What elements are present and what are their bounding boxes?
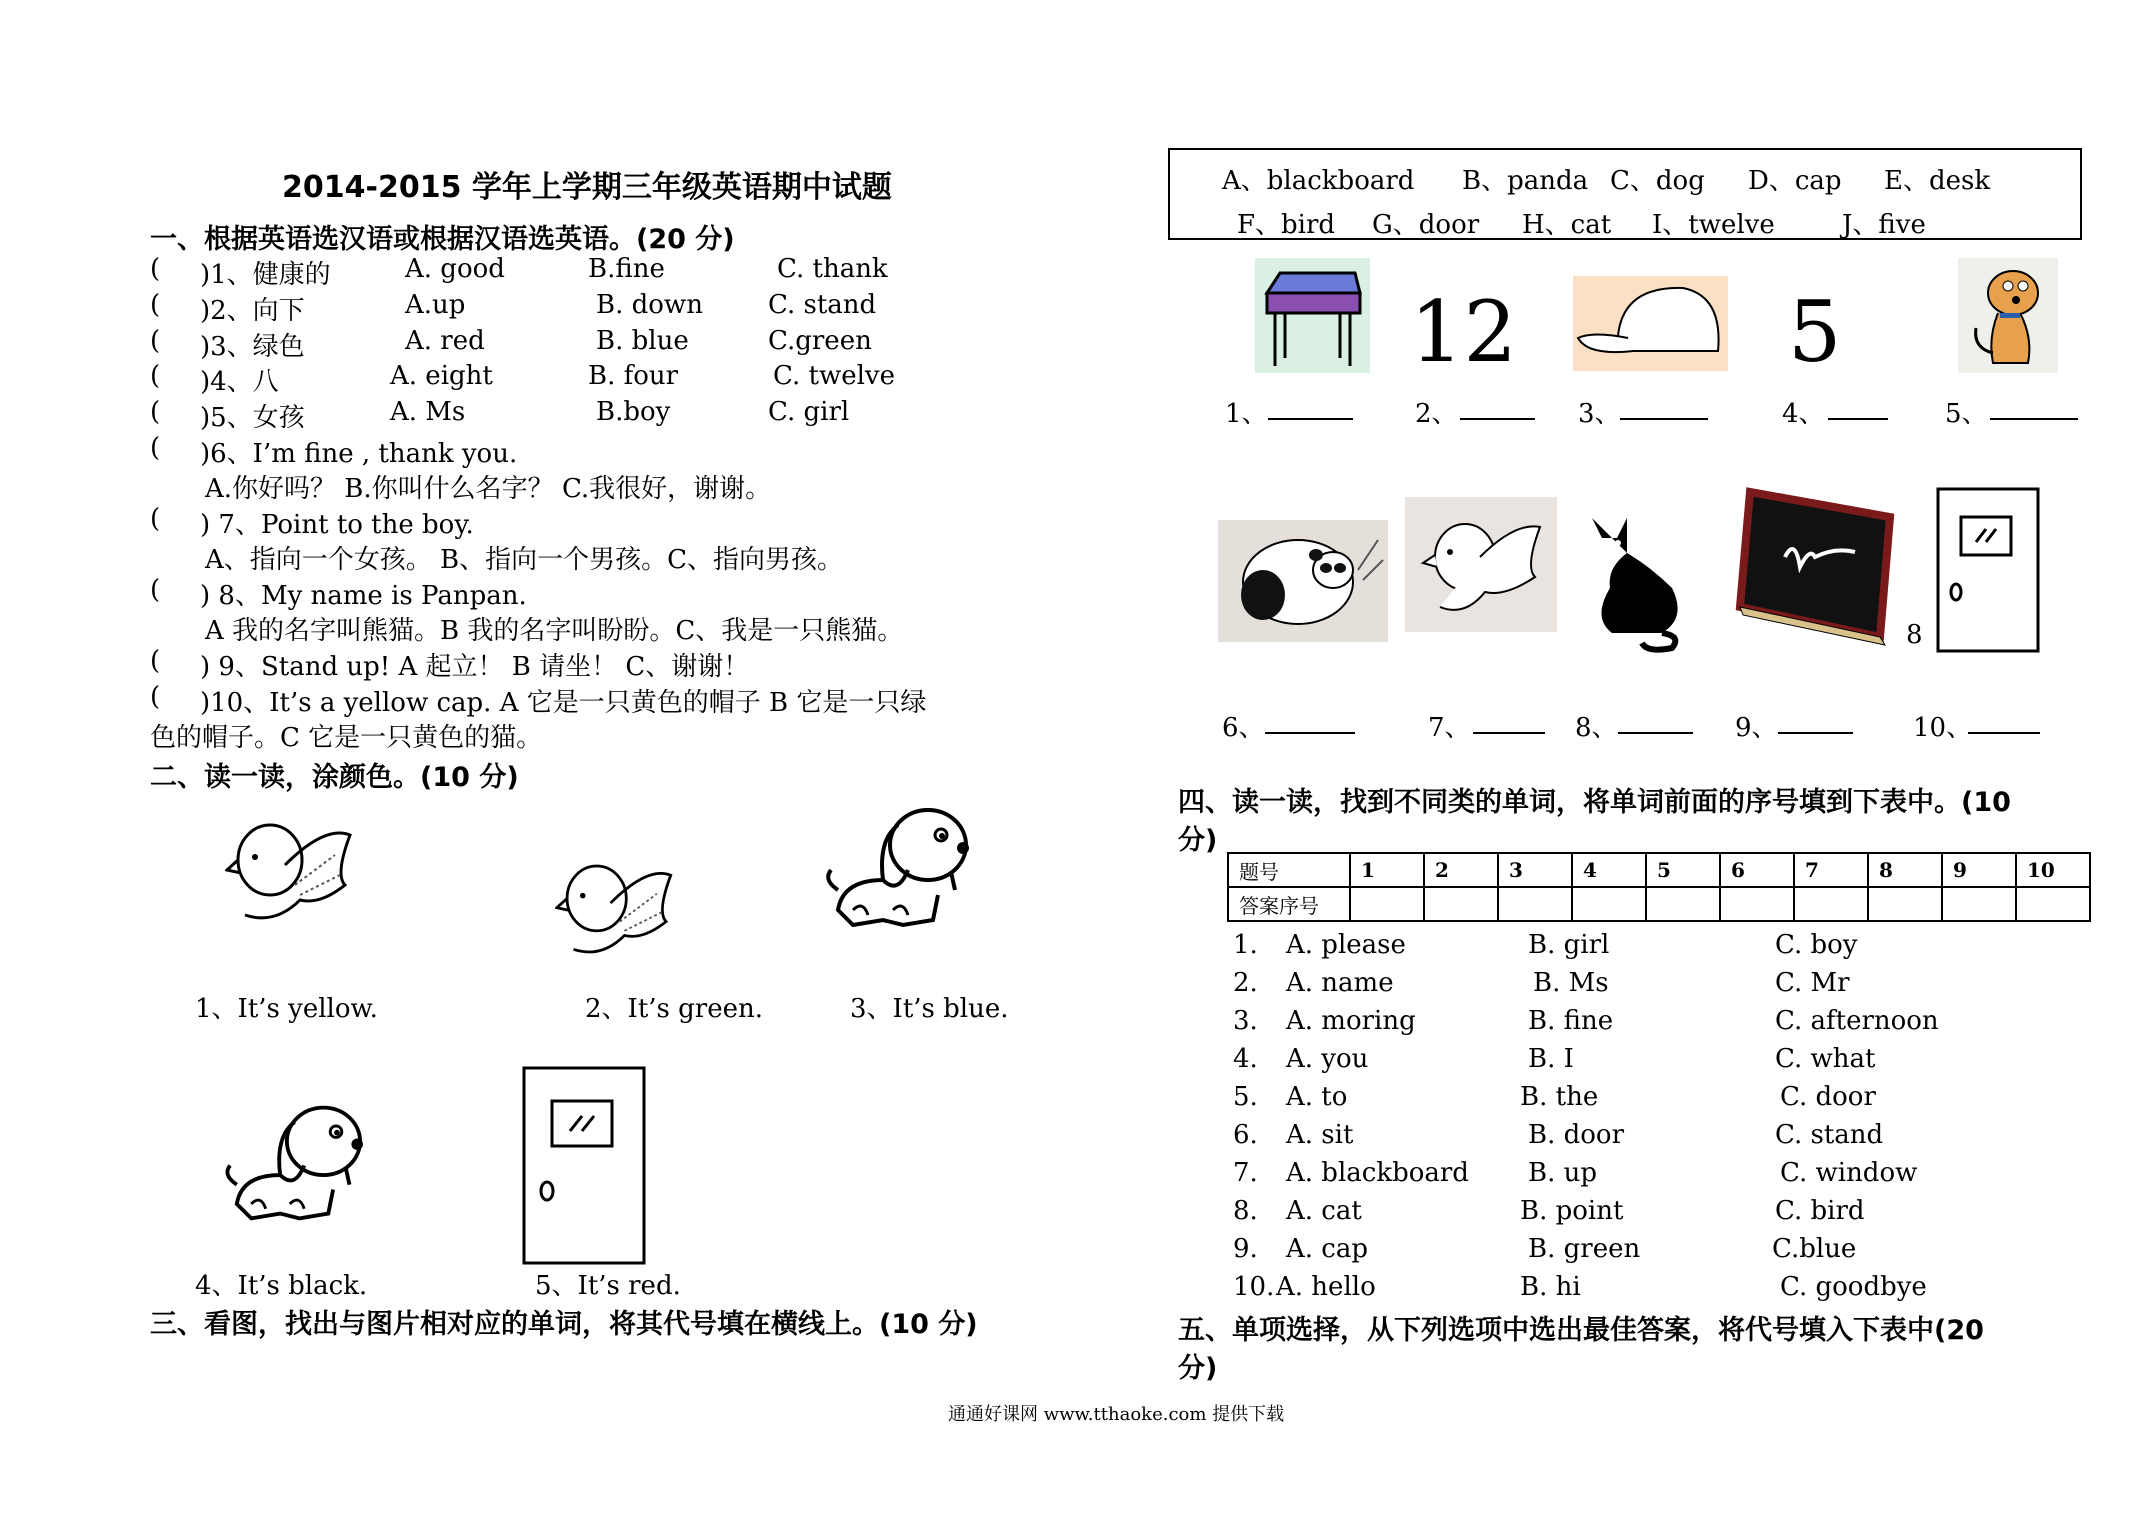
dog-color-picture [1958,258,2058,373]
item-number: 2. [1233,968,1258,998]
option-a: A. red [405,326,485,356]
item-number: 4. [1233,1044,1258,1074]
question-8-options: A 我的名字叫熊猫。B 我的名字叫盼盼。C、我是一只熊猫。 [205,616,904,646]
option-c: C. window [1780,1158,1918,1188]
cap-picture [1573,276,1728,371]
option-a: A. blackboard [1286,1158,1469,1188]
section4-answer-table [1227,852,2091,922]
answer-blank-3[interactable] [1620,418,1708,420]
item-number: 10. [1233,1272,1275,1302]
option-c: C. Mr [1775,968,1850,998]
option-a: A. moring [1286,1006,1416,1036]
table-header-cell: 10 [2016,853,2090,887]
table-row [1228,853,2090,887]
option-b: B. hi [1520,1272,1581,1302]
paren: ( [150,646,161,676]
table-row [1228,887,2090,921]
table-header-cell: 6 [1720,853,1794,887]
table-header-cell: 1 [1350,853,1424,887]
table-header-cell: 3 [1498,853,1572,887]
question-7: ) 7、Point to the boy. [200,510,474,540]
word-option: A、blackboard [1222,166,1415,196]
blank-label-6: 6、 [1222,713,1265,743]
answer-cell[interactable] [1572,887,1646,921]
door-picture-small [1936,487,2042,655]
answer-cell[interactable] [1424,887,1498,921]
option-b: B. the [1520,1082,1599,1112]
answer-cell[interactable] [1720,887,1794,921]
question-6: )6、I’m fine , thank you. [200,439,518,469]
question-3: )3、绿色 [200,332,305,362]
option-a: A. hello [1276,1272,1376,1302]
blank-label-3: 3、 [1578,399,1621,429]
paren: ( [150,361,161,391]
blackboard-picture [1735,487,1895,647]
option-a: A. please [1286,930,1406,960]
option-c: C. boy [1775,930,1858,960]
section5-heading-cont: 分) [1178,1353,1218,1384]
word-option: G、door [1372,210,1480,240]
item-number: 7. [1233,1158,1258,1188]
word-option: C、dog [1610,166,1705,196]
bird-picture-2 [555,855,680,965]
section4-heading-cont: 分) [1178,825,1218,856]
option-c: C. afternoon [1775,1006,1939,1036]
question-9: ) 9、Stand up! A 起立！ B 请坐！ C、谢谢！ [200,652,750,682]
option-b: B. fine [1528,1006,1614,1036]
option-a: A. you [1286,1044,1369,1074]
blank-label-7: 7、 [1428,713,1471,743]
blank-label-2: 2、 [1415,399,1458,429]
bird-color-picture [1405,497,1557,632]
option-c: C. bird [1775,1196,1865,1226]
question-10: )10、It’s a yellow cap. A 它是一只黄色的帽子 B 它是一只绿 [200,688,927,718]
option-a: A.up [405,290,466,320]
option-b: B. up [1528,1158,1598,1188]
answer-cell[interactable] [1498,887,1572,921]
option-b: B.boy [596,397,671,427]
paren: ( [150,682,161,712]
paren: ( [150,290,161,320]
option-c: C. stand [768,290,877,320]
option-c: C.green [768,326,872,356]
option-b: B. I [1528,1044,1574,1074]
answer-blank-1[interactable] [1268,418,1353,420]
paren: ( [150,397,161,427]
paren: ( [150,254,161,284]
answer-blank-5[interactable] [1990,418,2078,420]
dog-picture-1 [823,800,978,935]
answer-cell[interactable] [1794,887,1868,921]
color-item-2: 2、It’s green. [585,994,763,1024]
paren: ( [150,504,161,534]
door-small-number: 8 [1906,620,1923,650]
answer-cell[interactable] [1646,887,1720,921]
option-a: A. eight [390,361,493,391]
blank-label-5: 5、 [1945,399,1988,429]
item-number: 9. [1233,1234,1258,1264]
bird-picture-1 [225,815,360,930]
answer-blank-6[interactable] [1265,732,1355,734]
five-picture: 5 [1788,283,1842,381]
dog-picture-2 [222,1098,372,1228]
table-header-cell: 4 [1572,853,1646,887]
word-option: E、desk [1884,166,1991,196]
option-c: C. stand [1775,1120,1884,1150]
table-header-cell: 8 [1868,853,1942,887]
page-title: 2014-2015 学年上学期三年级英语期中试题 [282,170,892,205]
blank-label-1: 1、 [1225,399,1268,429]
table-header-cell: 9 [1942,853,2016,887]
section2-heading: 二、读一读，涂颜色。(10 分) [150,762,519,793]
option-c: C. twelve [773,361,895,391]
answer-cell[interactable] [2016,887,2090,921]
cat-picture [1572,508,1700,653]
option-c: C. goodbye [1780,1272,1927,1302]
item-number: 6. [1233,1120,1258,1150]
option-a: A. sit [1286,1120,1354,1150]
question-4: )4、八 [200,367,279,397]
option-c: C. what [1775,1044,1876,1074]
question-2: )2、向下 [200,296,305,326]
paren: ( [150,575,161,605]
blank-label-4: 4、 [1782,399,1825,429]
question-7-options: A、指向一个女孩。 B、指向一个男孩。C、指向男孩。 [205,545,844,575]
option-c: C. thank [777,254,888,284]
question-8: ) 8、My name is Panpan. [200,581,527,611]
option-a: A. Ms [390,397,466,427]
table-label: 题号 [1228,853,1350,887]
answer-cell[interactable] [1350,887,1424,921]
option-c: C.blue [1772,1234,1857,1264]
word-option: J、five [1842,210,1926,240]
answer-blank-9[interactable] [1778,732,1853,734]
table-header-cell: 2 [1424,853,1498,887]
table-header-cell: 7 [1794,853,1868,887]
option-b: B. green [1528,1234,1641,1264]
table-header-cell: 5 [1646,853,1720,887]
option-c: C. girl [768,397,850,427]
paren: ( [150,326,161,356]
item-number: 8. [1233,1196,1258,1226]
option-b: B. point [1520,1196,1624,1226]
section5-heading: 五、单项选择，从下列选项中选出最佳答案，将代号填入下表中(20 [1178,1315,1984,1346]
color-item-5: 5、It’s red. [535,1271,681,1301]
question-10-cont: 色的帽子。C 它是一只黄色的猫。 [150,723,543,753]
door-picture [522,1066,647,1266]
option-a: A. cat [1286,1196,1362,1226]
color-item-4: 4、It’s black. [195,1271,368,1301]
item-number: 5. [1233,1082,1258,1112]
section1-heading: 一、根据英语选汉语或根据汉语选英语。(20 分) [150,224,735,255]
item-number: 1. [1233,930,1258,960]
option-a: A. cap [1286,1234,1369,1264]
blank-label-10: 10、 [1913,713,1973,743]
option-c: C. door [1780,1082,1876,1112]
option-a: A. good [405,254,505,284]
color-item-3: 3、It’s blue. [850,994,1009,1024]
option-a: A. to [1286,1082,1348,1112]
answer-cell[interactable] [1868,887,1942,921]
option-b: B.fine [588,254,665,284]
word-option: H、cat [1522,210,1612,240]
word-option: I、twelve [1652,210,1775,240]
question-5: )5、女孩 [200,403,305,433]
table-label: 答案序号 [1228,887,1350,921]
answer-blank-4[interactable] [1828,418,1888,420]
question-1: )1、健康的 [200,260,331,290]
word-option: D、cap [1748,166,1842,196]
answer-blank-2[interactable] [1460,418,1535,420]
paren: ( [150,433,161,463]
answer-cell[interactable] [1942,887,2016,921]
blank-label-8: 8、 [1575,713,1618,743]
question-6-options: A.你好吗？ B.你叫什么名字？ C.我很好，谢谢。 [205,474,772,504]
option-b: B. girl [1528,930,1610,960]
answer-blank-7[interactable] [1473,732,1545,734]
option-b: B. four [588,361,679,391]
option-a: A. name [1286,968,1394,998]
panda-picture [1218,520,1388,642]
twelve-picture: 12 [1410,283,1517,381]
desk-picture [1255,258,1370,373]
answer-blank-10[interactable] [1968,732,2040,734]
blank-label-9: 9、 [1735,713,1778,743]
section4-heading: 四、读一读，找到不同类的单词，将单词前面的序号填到下表中。(10 [1178,787,2011,818]
section3-heading: 三、看图，找出与图片相对应的单词，将其代号填在横线上。(10 分) [150,1309,978,1340]
word-option: F、bird [1237,210,1336,240]
option-b: B. down [596,290,703,320]
option-b: B. blue [596,326,689,356]
option-b: B. Ms [1533,968,1609,998]
option-b: B. door [1528,1120,1625,1150]
item-number: 3. [1233,1006,1258,1036]
color-item-1: 1、It’s yellow. [195,994,378,1024]
footer-source: 通通好课网 www.tthaoke.com 提供下载 [948,1404,1285,1425]
word-option: B、panda [1462,166,1589,196]
answer-blank-8[interactable] [1618,732,1693,734]
